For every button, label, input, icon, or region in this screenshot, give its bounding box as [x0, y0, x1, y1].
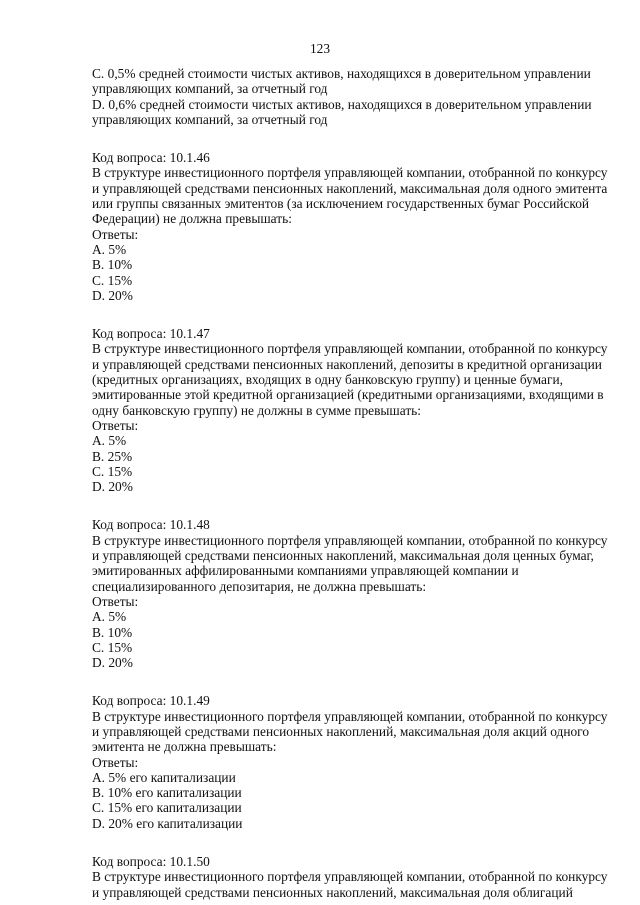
answers-label: Ответы:: [92, 754, 139, 770]
question-text-line: и управляющей средствами пенсионных накоплений, максимальная доля ценных бумаг,: [92, 548, 594, 564]
answer-option: B. 10%: [92, 624, 133, 640]
question-block: [92, 517, 608, 671]
question-text-line: и управляющей средствами пенсионных накоплений, максимальная доля облигаций: [92, 884, 573, 900]
question-text-line: и управляющей средствами пенсионных накоплений, максимальная доля акций одного: [92, 723, 590, 739]
question-text-line: (кредитных организациях, входящих в одну банковскую группу) и ценные бумаги,: [92, 372, 563, 388]
page-content: [92, 66, 608, 900]
answers-label: Ответы:: [92, 417, 139, 433]
question-text-line: В структуре инвестиционного портфеля управляющей компании, отобранной по конкурсу: [92, 869, 608, 885]
question-text-line: В структуре инвестиционного портфеля управляющей компании, отобранной по конкурсу: [92, 708, 608, 724]
answer-option: C. 15%: [92, 463, 133, 479]
answer-option: A. 5%: [92, 609, 127, 625]
answer-option: A. 5%: [92, 241, 127, 257]
question-block: [92, 326, 608, 495]
answer-option: B. 10% его капитализации: [92, 785, 242, 801]
question-text-line: одну банковскую группу) не должны в сумме превышать:: [92, 402, 422, 418]
question-code: Код вопроса: 10.1.50: [92, 854, 210, 870]
question-text-line: В структуре инвестиционного портфеля управляющей компании, отобранной по конкурсу: [92, 341, 608, 357]
question-block: [92, 854, 608, 900]
question-block: [92, 693, 608, 831]
answer-option: D. 20% его капитализации: [92, 815, 243, 831]
option-line: управляющих компаний, за отчетный год: [92, 81, 328, 97]
answer-option: D. 20%: [92, 287, 133, 303]
previous-question-options: [92, 66, 602, 127]
answer-option: C. 15% его капитализации: [92, 800, 242, 816]
question-text-line: В структуре инвестиционного портфеля управляющей компании, отобранной по конкурсу: [92, 532, 608, 548]
option-line: управляющих компаний, за отчетный год: [92, 111, 328, 127]
question-text-line: эмитента не должна превышать:: [92, 739, 277, 755]
question-text-line: специализированного депозитария, не должна превышать:: [92, 578, 427, 594]
question-text-line: и управляющей средствами пенсионных накоплений, депозиты в кредитной организации: [92, 356, 602, 372]
question-text-line: и управляющей средствами пенсионных накоплений, максимальная доля одного эмитента: [92, 180, 608, 196]
answers-label: Ответы:: [92, 593, 139, 609]
option-line: C. 0,5% средней стоимости чистых активов, находящихся в доверительном управлении: [92, 66, 591, 81]
answer-option: B. 25%: [92, 448, 133, 464]
question-text-line: или группы связанных эмитентов (за исключением государственных бумаг Российской: [92, 196, 590, 212]
question-text-line: эмитированных аффилированными компаниями управляющей компании и: [92, 563, 519, 579]
question-code: Код вопроса: 10.1.49: [92, 693, 210, 709]
answer-option: D. 20%: [92, 479, 133, 495]
page-number: 123: [309, 41, 331, 56]
answer-option: A. 5%: [92, 433, 127, 449]
question-code: Код вопроса: 10.1.47: [92, 326, 210, 342]
answer-option: D. 20%: [92, 655, 133, 671]
answer-option: C. 15%: [92, 639, 133, 655]
question-code: Код вопроса: 10.1.48: [92, 517, 210, 533]
question-text-line: Федерации) не должна превышать:: [92, 211, 292, 227]
question-code: Код вопроса: 10.1.46: [92, 150, 210, 166]
answer-option: C. 15%: [92, 272, 133, 288]
question-block: [92, 150, 608, 303]
option-line: D. 0,6% средней стоимости чистых активов, находящихся в доверительном управлении: [92, 96, 592, 112]
answers-label: Ответы:: [92, 226, 139, 242]
question-text-line: В структуре инвестиционного портфеля управляющей компании, отобранной по конкурсу: [92, 165, 608, 181]
question-text-line: эмитированные этой кредитной организацией (кредитными организациями, входящими в: [92, 387, 604, 403]
answer-option: B. 10%: [92, 257, 133, 273]
answer-option: A. 5% его капитализации: [92, 769, 236, 785]
